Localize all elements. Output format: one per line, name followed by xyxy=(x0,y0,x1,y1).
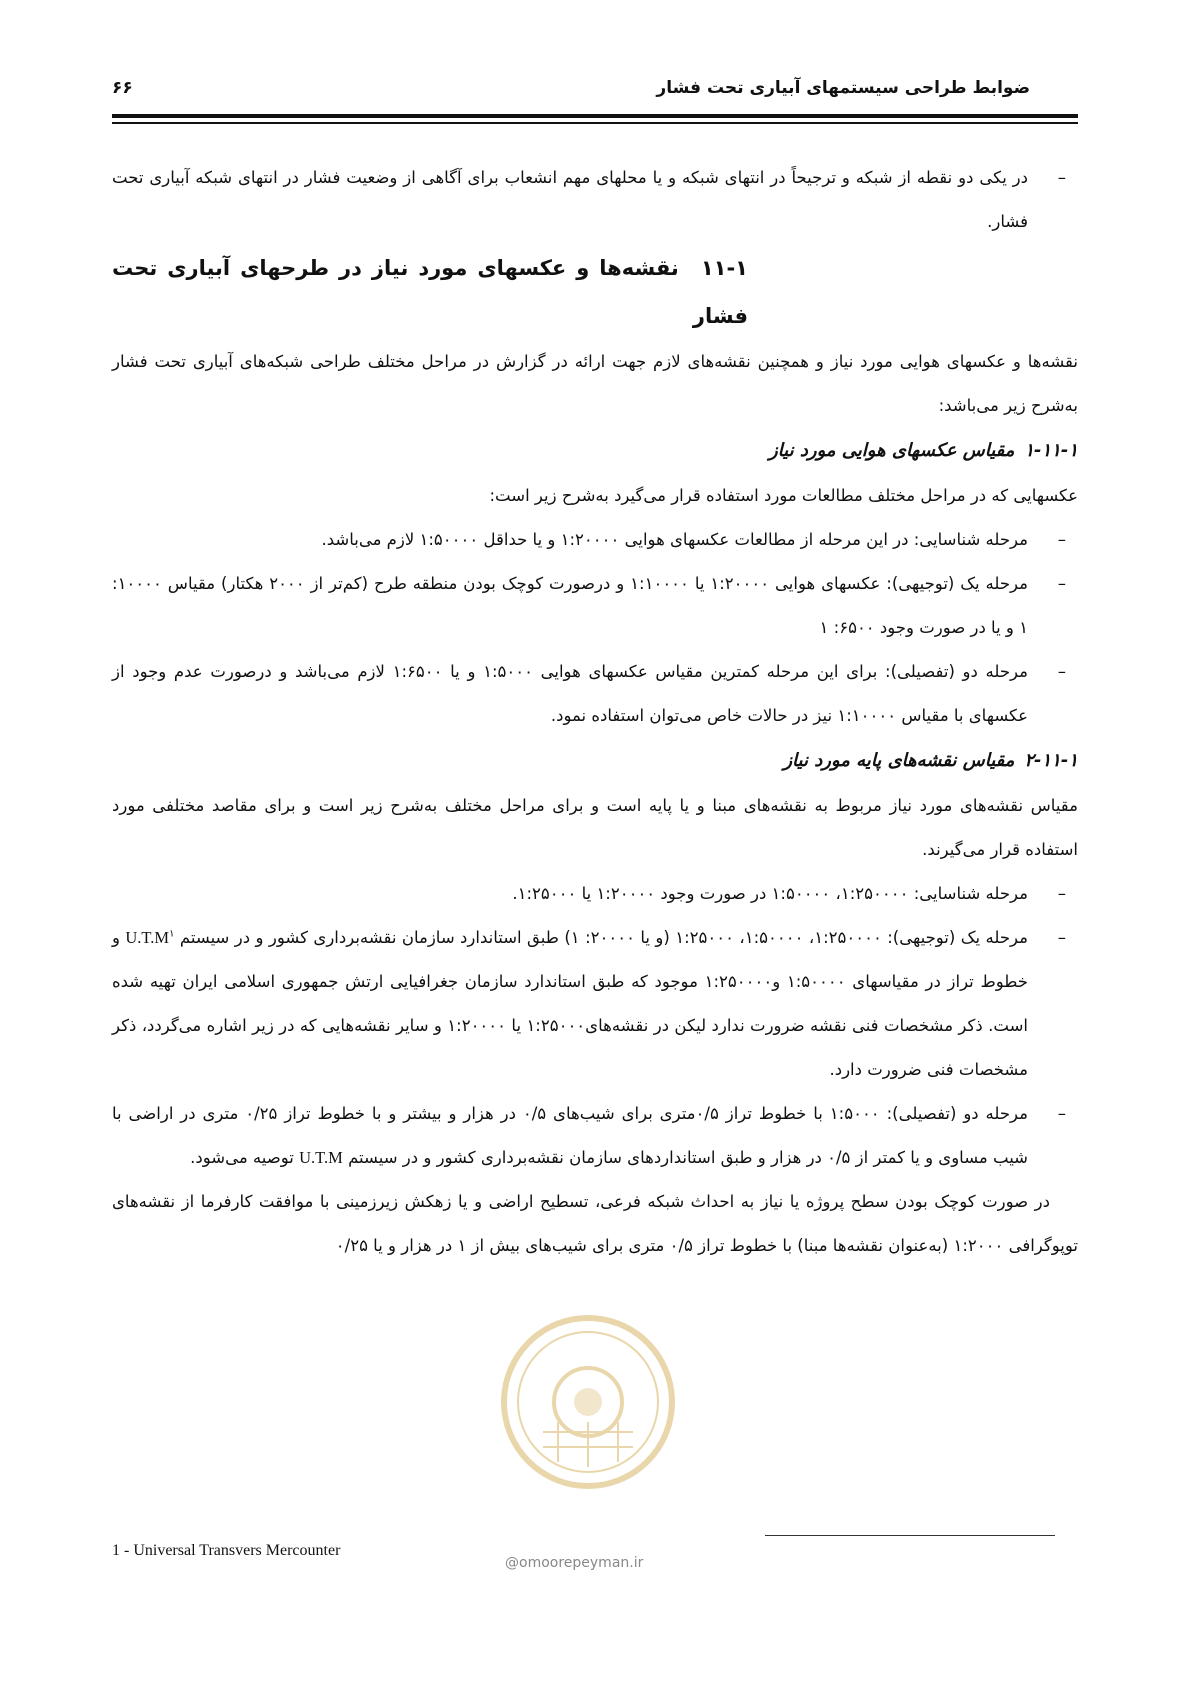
header-rule-thick xyxy=(112,114,1078,118)
item2-text-end: و خطوط تراز در مقیاسهای ۱:۵۰۰۰۰ و۱:۲۵۰۰۰۰ موجود که طبق استاندارد سازمان جغرافیایی ارتش جمهوری اسلامی ایران تهیه شده است. ذکر مشخصات فنی نقشه ضرورت ندارد لیکن در نقشه‌های۱:۲۵۰۰۰ یا ۱:۲۰۰۰۰ و سایر نقشه‌هایی که در زیر اشاره می‌گردد، ذکر مشخصات فنی ضرورت دارد. xyxy=(112,928,1028,1079)
subsection2-list xyxy=(112,872,1078,1180)
watermark-seal-icon xyxy=(498,1312,678,1492)
page-number: ۶۶ xyxy=(112,78,133,98)
utm-term: U.T.M xyxy=(299,1148,343,1167)
closing-paragraph: در صورت کوچک بودن سطح پروژه یا نیاز به احداث شبکه فرعی، تسطیح اراضی و یا زهکش زیرزمینی با موافقت کارفرما از نقشه‌های توپوگرافی ۱:۲۰۰۰ (به‌عنوان نقشه‌ها مبنا) با خطوط تراز ۰/۵ متری برای شیب‌های بیش از ۱ در هزار و یا ۰/۲۵ xyxy=(112,1192,1078,1255)
item3-text-end: توصیه می‌شود. xyxy=(190,1148,294,1167)
list-item: – مرحله یک (توجیهی): عکسهای هوایی ۱:۲۰۰۰۰ یا ۱:۱۰۰۰۰ و درصورت کوچک بودن منطقه طرح (کم‌تر از ۲۰۰۰ هکتار) مقیاس ۱۰۰۰۰: ۱ و یا در صورت وجود ۶۵۰۰: ۱ xyxy=(112,562,1028,650)
subsection1-heading xyxy=(112,428,1078,474)
intro-bullet-list xyxy=(112,156,1078,244)
subsection2-heading xyxy=(112,738,1078,784)
subsection1-number: ۱-۱۱-۱ xyxy=(1024,440,1078,461)
item3-text-start: مرحله دو (تفصیلی): ۱:۵۰۰۰ با خطوط تراز ۰/۵متری برای شیب‌های ۰/۵ در هزار و بیشتر و با خطوط تراز ۰/۲۵ متری در اراضی با شیب مساوی و یا کمتر از ۰/۵ در هزار و طبق استانداردهای سازمان نقشه‌برداری کشور و در سیستم xyxy=(112,1104,1028,1167)
list-item: – مرحله شناسایی: ۱:۲۵۰۰۰۰، ۱:۵۰۰۰۰ در صورت وجود ۱:۲۰۰۰۰ یا ۱:۲۵۰۰۰. xyxy=(112,872,1028,916)
watermark-domain: omoorepeyman.ir xyxy=(519,1555,644,1571)
running-header-title: ضوابط طراحی سیستمهای آبیاری تحت فشار xyxy=(656,78,1030,98)
section-title: نقشه‌ها و عکسهای مورد نیاز در طرحهای آبیاری تحت فشار xyxy=(112,256,748,328)
subsection1-intro: عکسهایی که در مراحل مختلف مطالعات مورد استفاده قرار می‌گیرد به‌شرح زیر است: xyxy=(489,486,1078,505)
footnote: 1 - Universal Transvers Mercounter xyxy=(112,1542,341,1559)
list-item xyxy=(112,1092,1028,1180)
list-item: – مرحله دو (تفصیلی): برای این مرحله کمترین مقیاس عکسهای هوایی ۱:۵۰۰۰ و یا ۱:۶۵۰۰ لازم می‌باشد و درصورت عدم وجود از عکسهای با مقیاس ۱:۱۰۰۰۰ نیز در حالات خاص می‌توان استفاده نمود. xyxy=(112,650,1028,738)
subsection2-title: مقیاس نقشه‌های پایه مورد نیاز xyxy=(783,750,1015,771)
intro-bullet: – در یکی دو نقطه از شبکه و ترجیحاً در انتهای شبکه و یا محلهای مهم انشعاب برای آگاهی از وضعیت فشار در انتهای شبکه آبیاری تحت فشار. xyxy=(112,156,1028,244)
subsection2-number: ۲-۱۱-۱ xyxy=(1024,750,1078,771)
section-heading xyxy=(112,244,1078,340)
utm-term: U.T.M xyxy=(125,928,170,947)
body-content xyxy=(112,156,1078,1268)
list-item: – مرحله شناسایی: در این مرحله از مطالعات عکسهای هوایی ۱:۲۰۰۰۰ و یا حداقل ۱:۵۰۰۰۰ لازم می‌باشد. xyxy=(112,518,1028,562)
footnote-ref: ۱ xyxy=(169,928,175,940)
subsection2-intro: مقیاس نقشه‌های مورد نیاز مربوط به نقشه‌های مبنا و یا پایه است و برای مراحل مختلف به‌شرح زیر است و برای مقاصد مختلفی مورد استفاده قرار می‌گیرند. xyxy=(112,796,1078,859)
watermark-text xyxy=(505,1555,643,1571)
header-rule-thin xyxy=(112,122,1078,124)
section-number: ۱۱-۱ xyxy=(700,256,748,280)
subsection1-list xyxy=(112,518,1078,738)
footnote-separator xyxy=(765,1535,1055,1536)
at-icon: @ xyxy=(505,1555,519,1571)
list-item xyxy=(112,916,1028,1092)
subsection1-title: مقیاس عکسهای هوایی مورد نیاز xyxy=(768,440,1015,461)
section-body: نقشه‌ها و عکسهای هوایی مورد نیاز و همچنین نقشه‌های لازم جهت ارائه در گزارش در مراحل مختلف طراحی شبکه‌های آبیاری تحت فشار به‌شرح زیر می‌باشد: xyxy=(112,352,1078,415)
item2-text-start: مرحله یک (توجیهی): ۱:۲۵۰۰۰۰، ۱:۵۰۰۰۰، ۱:۲۵۰۰۰ (و یا ۲۰۰۰۰: ۱) طبق استاندارد سازمان نقشه‌برداری کشور و در سیستم xyxy=(179,928,1028,947)
